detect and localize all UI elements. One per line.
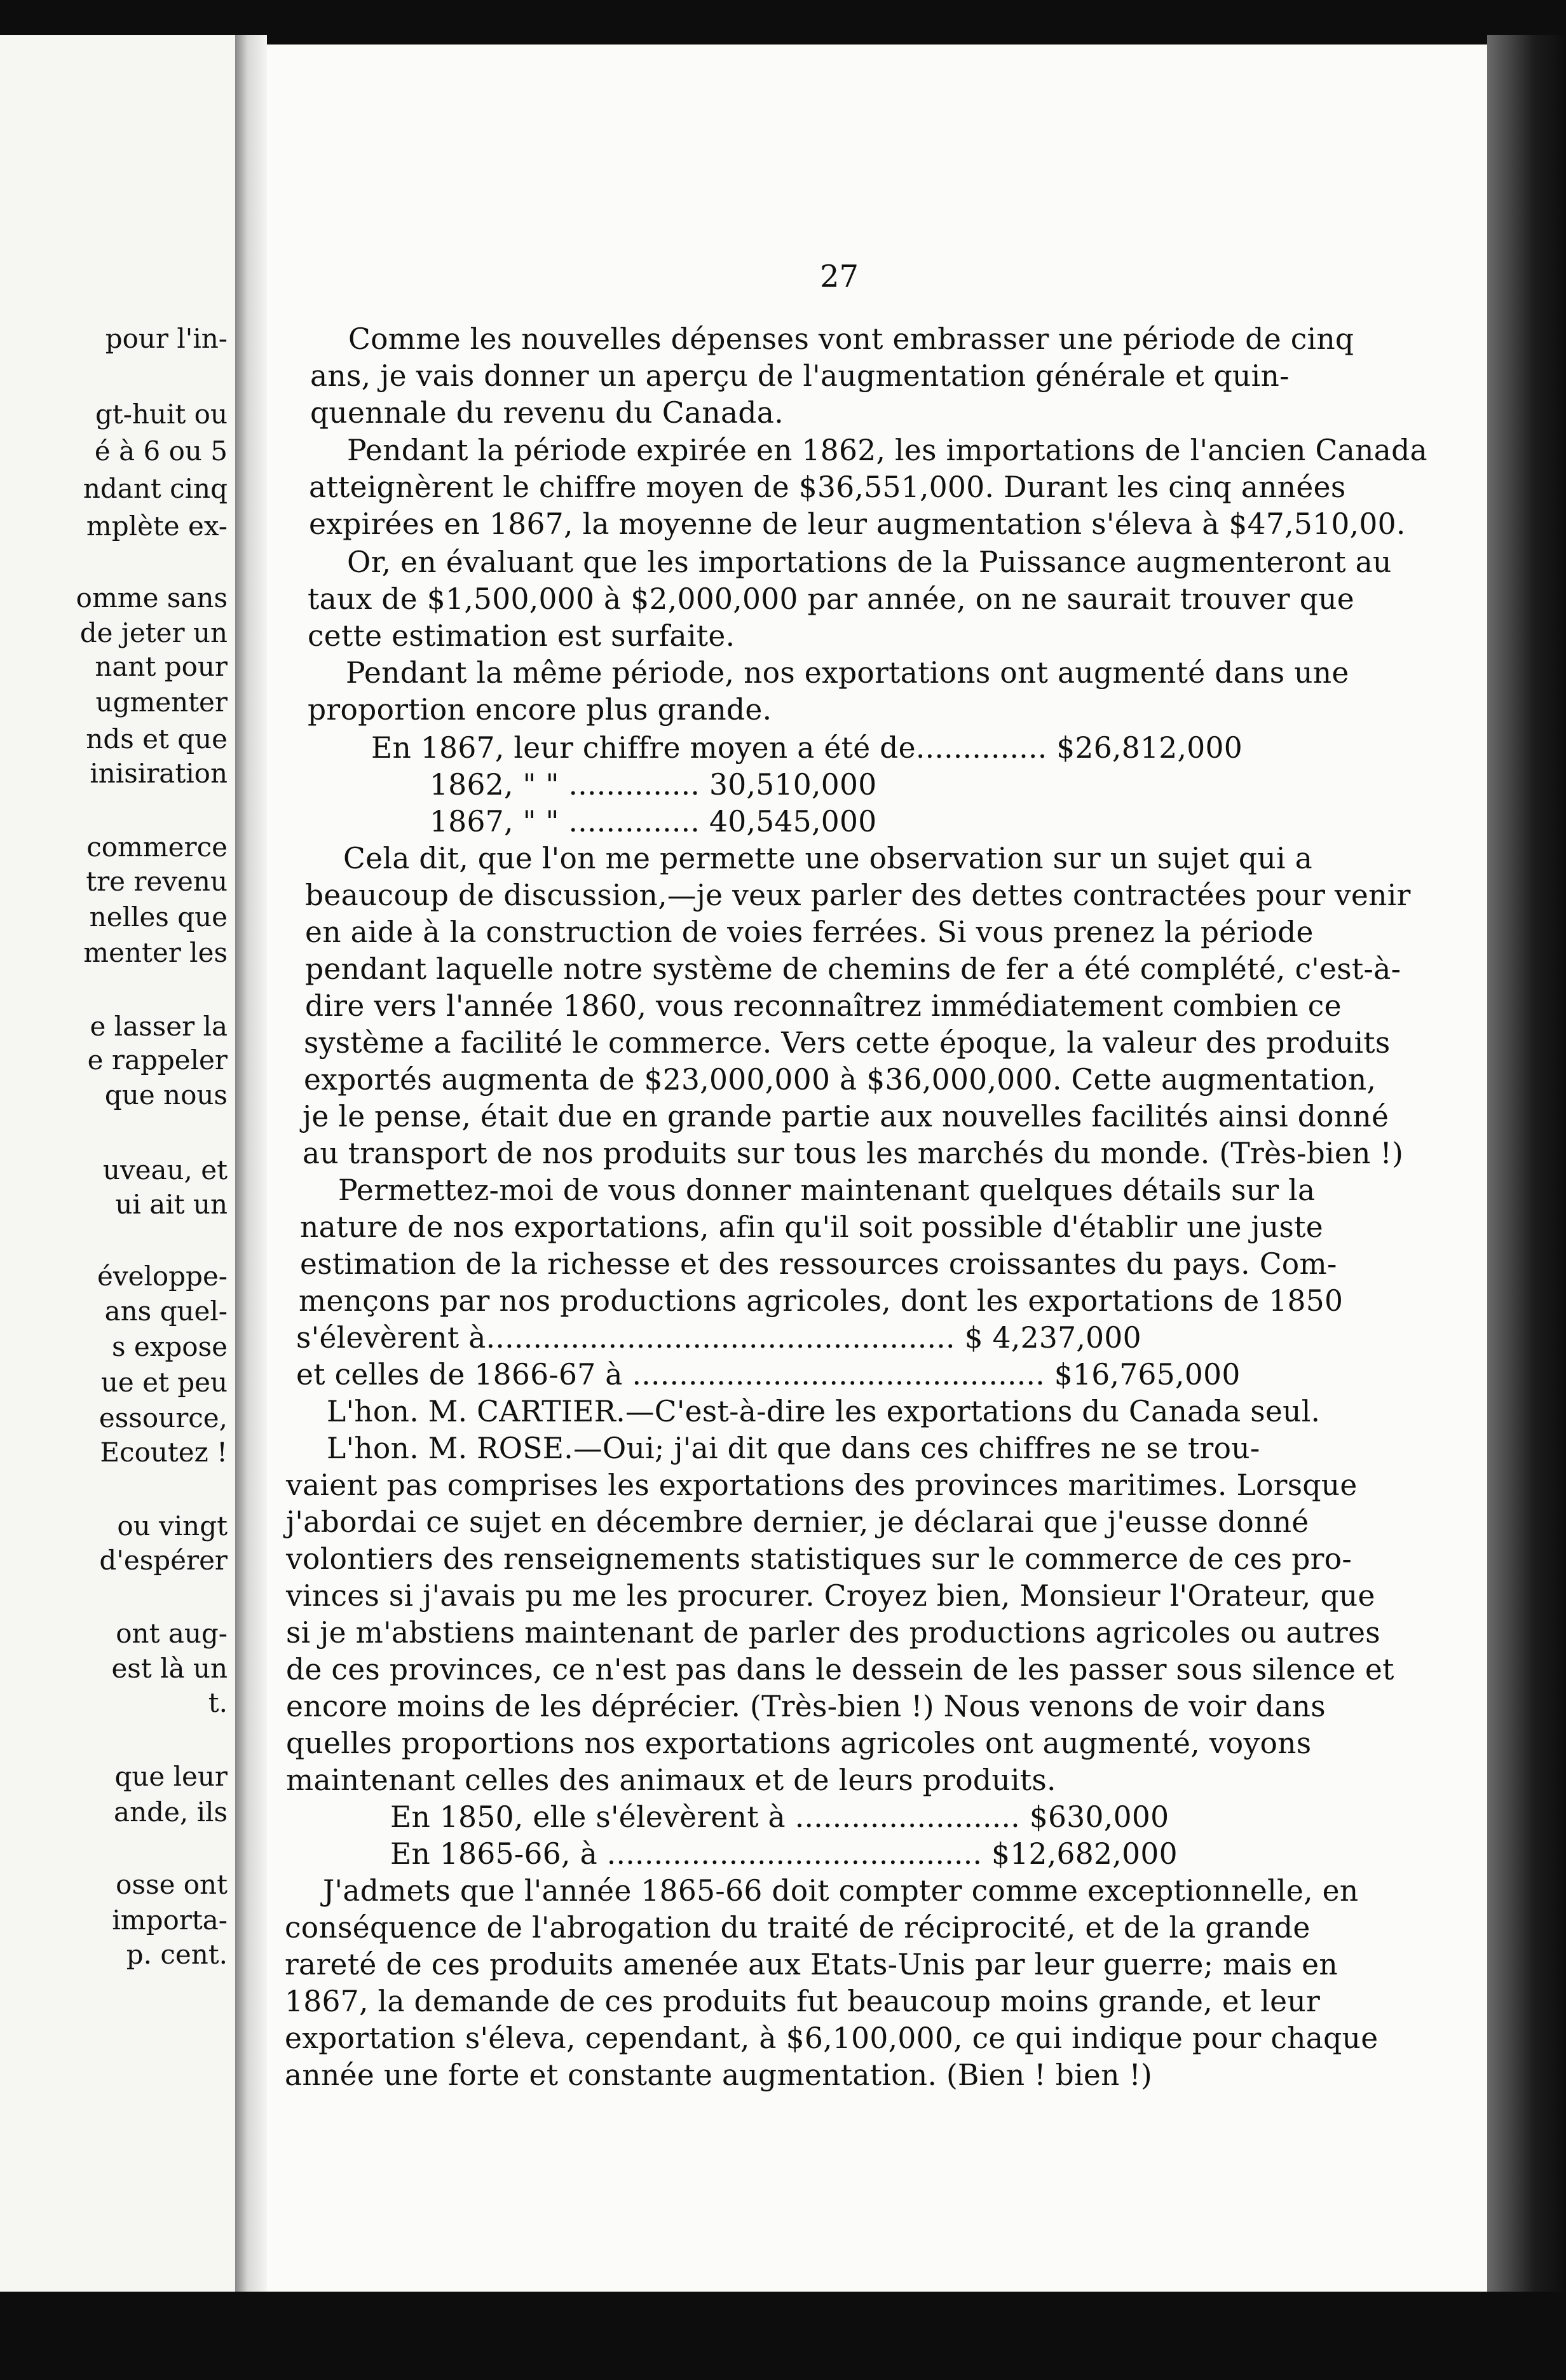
text-line: Pendant la même période, nos exportations ont augmenté dans une	[346, 656, 1349, 690]
facing-line: gt-huit ou	[95, 399, 228, 430]
facing-line: ande, ils	[114, 1796, 228, 1828]
facing-line: ui ait un	[115, 1189, 228, 1220]
text-line: exportés augmenta de $23,000,000 à $36,000,000. Cette augmentation,	[304, 1063, 1377, 1097]
text-line: rareté de ces produits amenée aux Etats-Unis par leur guerre; mais en	[285, 1948, 1338, 1981]
text-line: vinces si j'avais pu me les procurer. Croyez bien, Monsieur l'Orateur, que	[286, 1579, 1375, 1613]
text-line: si je m'abstiens maintenant de parler des productions agricoles ou autres	[286, 1616, 1380, 1650]
facing-line: omme sans	[76, 582, 228, 613]
facing-line: ont aug-	[116, 1618, 228, 1649]
text-line: En 1850, elle s'élevèrent à ........................ $630,000	[390, 1800, 1169, 1834]
facing-line: est là un	[111, 1653, 228, 1684]
facing-line: mplète ex-	[86, 510, 228, 542]
text-line: J'admets que l'année 1865-66 doit compter comme exceptionnelle, en	[323, 1874, 1359, 1908]
text-line: expirées en 1867, la moyenne de leur augmentation s'éleva à $47,510,00.	[309, 507, 1406, 541]
facing-line: menter les	[83, 937, 228, 968]
text-line: volontiers des renseignements statistiques sur le commerce de ces pro-	[286, 1542, 1352, 1576]
text-line: et celles de 1866-67 à ............................................ $16,765,000	[296, 1358, 1241, 1392]
facing-line: nant pour	[95, 651, 228, 682]
text-line: proportion encore plus grande.	[308, 693, 772, 727]
text-line: vaient pas comprises les exportations des provinces maritimes. Lorsque	[286, 1468, 1358, 1502]
facing-line: pour l'in-	[105, 323, 228, 354]
text-line: En 1865-66, à ........................................ $12,682,000	[390, 1837, 1178, 1871]
text-line: taux de $1,500,000 à $2,000,000 par année, on ne saurait trouver que	[308, 582, 1355, 616]
text-line: ans, je vais donner un aperçu de l'augmentation générale et quin-	[310, 359, 1290, 393]
facing-line: ndant cinq	[83, 473, 228, 504]
facing-line: uveau, et	[102, 1154, 228, 1186]
text-line: atteignèrent le chiffre moyen de $36,551,000. Durant les cinq années	[309, 470, 1346, 504]
facing-line: ue et peu	[100, 1367, 228, 1398]
facing-line: nelles que	[89, 901, 228, 933]
text-line: quelles proportions nos exportations agricoles ont augmenté, voyons	[286, 1727, 1312, 1760]
facing-line: t.	[208, 1687, 228, 1718]
text-line: conséquence de l'abrogation du traité de réciprocité, et de la grande	[285, 1911, 1311, 1945]
facing-line: ans quel-	[104, 1296, 228, 1327]
text-line: année une forte et constante augmentation. (Bien ! bien !)	[285, 2058, 1153, 2092]
facing-line: e rappeler	[87, 1044, 228, 1076]
text-line: quennale du revenu du Canada.	[310, 396, 784, 430]
page-number: 27	[820, 259, 859, 294]
facing-line: inisiration	[90, 758, 228, 789]
text-line: beaucoup de discussion,—je veux parler des dettes contractées pour venir	[305, 879, 1411, 912]
text-line: Or, en évaluant que les importations de la Puissance augmenteront au	[347, 545, 1392, 579]
text-line: Cela dit, que l'on me permette une observation sur un sujet qui a	[343, 842, 1312, 875]
text-line: s'élevèrent à.................................................. $ 4,237,000	[296, 1321, 1141, 1355]
text-line: j'abordai ce sujet en décembre dernier, je déclarai que j'eusse donné	[286, 1505, 1309, 1539]
facing-line: s expose	[111, 1331, 228, 1362]
facing-line: que leur	[114, 1761, 228, 1792]
facing-line: tre revenu	[86, 866, 228, 897]
text-line: En 1867, leur chiffre moyen a été de.............. $26,812,000	[371, 731, 1243, 765]
facing-line: de jeter un	[79, 617, 228, 648]
facing-line: éveloppe-	[97, 1261, 228, 1292]
text-line: Comme les nouvelles dépenses vont embrasser une période de cinq	[348, 322, 1354, 356]
text-line: de ces provinces, ce n'est pas dans le dessein de les passer sous silence et	[286, 1653, 1394, 1686]
facing-line: essource,	[99, 1402, 228, 1433]
text-line: en aide à la construction de voies ferrées. Si vous prenez la période	[305, 915, 1314, 949]
text-line: Pendant la période expirée en 1862, les importations de l'ancien Canada	[347, 434, 1427, 467]
text-line: 1867, la demande de ces produits fut beaucoup moins grande, et leur	[285, 1985, 1321, 2018]
text-line: mençons par nos productions agricoles, dont les exportations de 1850	[299, 1284, 1344, 1318]
facing-line: que nous	[104, 1079, 228, 1111]
facing-line: nds et que	[86, 723, 228, 755]
text-line: maintenant celles des animaux et de leurs produits.	[286, 1763, 1056, 1797]
text-line: au transport de nos produits sur tous les marchés du monde. (Très-bien !)	[303, 1137, 1404, 1170]
facing-line: importa-	[112, 1905, 228, 1936]
facing-line: p. cent.	[126, 1939, 228, 1970]
text-line: dire vers l'année 1860, vous reconnaîtrez immédiatement combien ce	[305, 989, 1342, 1023]
facing-line: é à 6 ou 5	[94, 435, 228, 467]
facing-line: commerce	[86, 831, 228, 863]
text-line: L'hon. M. ROSE.—Oui; j'ai dit que dans ces chiffres ne se trou-	[327, 1432, 1260, 1465]
text-line: Permettez-moi de vous donner maintenant quelques détails sur la	[338, 1173, 1316, 1207]
text-line: système a facilité le commerce. Vers cette époque, la valeur des produits	[304, 1026, 1391, 1060]
text-line: cette estimation est surfaite.	[308, 619, 735, 653]
facing-line: e lasser la	[90, 1011, 228, 1042]
text-line: L'hon. M. CARTIER.—C'est-à-dire les exportations du Canada seul.	[327, 1395, 1321, 1428]
text-line: 1862, " " .............. 30,510,000	[430, 768, 877, 802]
text-line: 1867, " " .............. 40,545,000	[430, 805, 877, 838]
facing-line: ugmenter	[95, 687, 228, 718]
text-line: nature de nos exportations, afin qu'il soit possible d'établir une juste	[300, 1210, 1323, 1244]
text-line: je le pense, était due en grande partie aux nouvelles facilités ainsi donné	[303, 1100, 1389, 1133]
facing-line: ou vingt	[117, 1510, 228, 1542]
text-line: estimation de la richesse et des ressources croissantes du pays. Com-	[300, 1247, 1337, 1281]
facing-line: Ecoutez !	[100, 1437, 228, 1468]
facing-line: osse ont	[116, 1869, 228, 1900]
text-line: pendant laquelle notre système de chemins de fer a été complété, c'est-à-	[305, 952, 1401, 986]
text-line: encore moins de les déprécier. (Très-bien !) Nous venons de voir dans	[286, 1690, 1326, 1723]
text-line: exportation s'éleva, cependant, à $6,100,000, ce qui indique pour chaque	[285, 2021, 1379, 2055]
facing-line: d'espérer	[99, 1545, 228, 1576]
